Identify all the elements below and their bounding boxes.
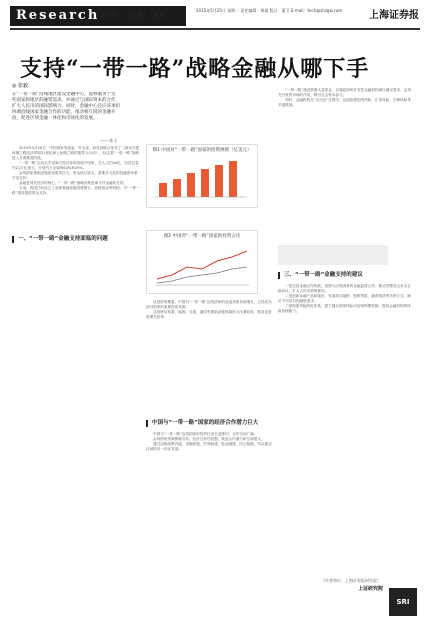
masthead: Research xyxy=(10,6,186,26)
lead-author: —— 陈玉 xyxy=(100,138,118,143)
footer-author: （作者单位：上海证券报研究院） xyxy=(321,578,381,583)
page-header xyxy=(0,0,429,40)
body-column-5: 一是完善金融合作机制，加强与沿线国家的金融监管合作，推动签署双边本币互换协议，扩大人民币跨境使用。 二是创新金融产品和服务，发展项目融资、银团贷款、融资租赁等多种方式，满足不同项目的融资需求。 三是构建风险防范体系，建立健全国别风险评估和预警机制，提高金融机构的风险管理能力。 xyxy=(278,284,411,313)
footer-label: 上证研究院 xyxy=(357,586,383,592)
date-line: 2015年5月25日 星期一 责任编辑：黄瑜 版式：董卫 E-mail：tech@shzgw.com xyxy=(196,8,343,13)
chart-2-graphic xyxy=(147,239,257,291)
header-rule xyxy=(10,28,420,30)
section-heading-1: 一、“一带一路”金融支持面临的问题 xyxy=(12,236,142,243)
sri-logo: SRI xyxy=(389,588,417,616)
body-column-3: 中国与“一带一路”沿线国家的经贸往来日益密切，合作空间广阔。 沿线国家资源禀赋各异，经济互补性较强，彼此合作潜力和空间很大。 通过加强政策沟通、设施联通、贸易畅通、资金融通、民心相通，可以推动区域经济一体化发展。 xyxy=(146,432,272,451)
chart-1 xyxy=(146,144,258,208)
body-column-2: 从投资规模看，中国对“一带一路”沿线国家的直接投资持续增长，已经成为部分国家的重要投资来源。 从投资结构看，能源、交通、通信等基础设施领域所占比重较高，制造业投资增长较快。 xyxy=(146,300,272,319)
chart-2-title: 图2 中国对“一带一路”国家的投资占比 xyxy=(163,234,241,239)
chart-2 xyxy=(146,230,258,294)
byline: ◎ 张毅 xyxy=(12,83,28,89)
note-box xyxy=(278,245,388,265)
chart-1-graphic xyxy=(147,153,257,205)
newspaper-brand: 上海证券报 xyxy=(369,10,419,21)
lead-summary: 在“一带一路”沿线地区建设金融中心，能够服务于这些国家和地区的融资需求，并通过与国际资本的合作，扩大人民币的国际影响力。同时，金融中心还应该承担协调沿线国家金融合作的功能，推动相互间的金融开放，促进区域金融一体化和市场化的发展。 xyxy=(12,92,120,121)
section-heading-3: 三、“一带一路”金融支持的建议 xyxy=(278,272,414,279)
section-label: 研究 · 宏观 /A3 xyxy=(100,12,166,22)
chart-1-title: 图1 中国对“一带一路”国家的投资规模（亿美元） xyxy=(152,148,252,153)
body-column-4: “一带一路”建设需要大量资金，仅靠政府和开发性金融机构难以满足需求，必须充分发挥市场的作用，吸引社会资本参与。 同时，金融机构在“走出去”过程中，也面临着国别风险、汇率风险、法律风险等多重挑战。 xyxy=(278,88,411,107)
article-headline: 支持“一带一路”战略金融从哪下手 xyxy=(20,56,370,82)
section-heading-2: 中国与“一带一路”国家的经济合作潜力巨大 xyxy=(146,420,276,427)
body-column-1: 2015年3月28日，中国国家发改委、外交部、商务部联合发布了《推动共建丝绸之路经济带和21世纪海上丝绸之路的愿景与行动》，标志着“一带一路”战略进入全面推进阶段。 “一带一路”沿线大多是新兴经济体和发展中国家，总人口约44亿，经济总量约21万亿美元，分别约占全球的63%和29%。 沿线国家基础设施建设需求巨大，资金缺口较大，需要多元化的投融资体系予以支持。 金融是现代经济的核心，“一带一路”战略的推进离不开金融的支持。 当前，我国已经设立了亚洲基础设施投资银行、丝路基金等机构，为“一带一路”建设提供资金支持。 xyxy=(12,146,140,195)
